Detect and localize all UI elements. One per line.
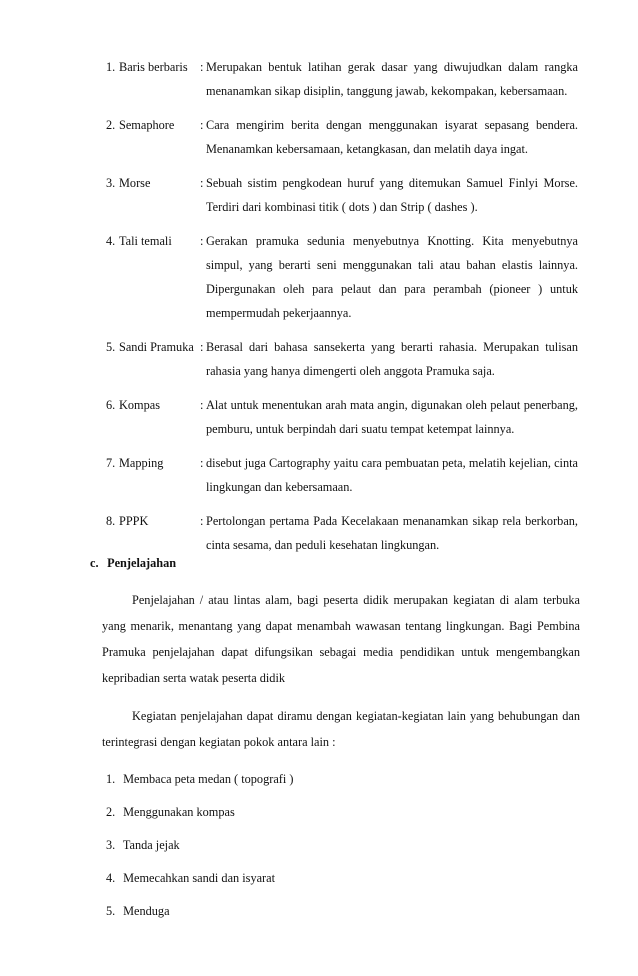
definition-colon: :: [200, 60, 204, 74]
definition-number: 1.: [106, 60, 116, 74]
definition-colon: :: [200, 176, 204, 190]
definition-text: Gerakan pramuka sedunia menyebutnya Knotting. Kita menyebutnya simpul, yang berarti seni menggunakan tali atau bahan elastis lainnya. Dipergunakan oleh para pelaut dan para perambah (pioneer ) untuk mempermudah pekerjaannya.: [206, 234, 578, 320]
list-item: [106, 800, 580, 824]
definition-text: Cara mengirim berita dengan menggunakan isyarat sepasang bendera. Menanamkan kebersamaan, ketangkasan, dan melatih daya ingat.: [206, 118, 578, 156]
definition-text: Alat untuk menentukan arah mata angin, digunakan oleh pelaut penerbang, pemburu, untuk berpindah dari suatu tempat ketempat lainnya.: [206, 398, 578, 436]
section-heading: [90, 551, 580, 575]
definition-term: Kompas: [119, 398, 160, 412]
definition-text: Merupakan bentuk latihan gerak dasar yang diwujudkan dalam rangka menanamkan sikap disiplin, tanggung jawab, kekompakan, kebersamaan.: [206, 60, 578, 98]
section-label: c.: [90, 556, 99, 570]
definition-number: 5.: [106, 340, 116, 354]
definition-number: 3.: [106, 176, 116, 190]
definition-term: Semaphore: [119, 118, 175, 132]
definition-text: Berasal dari bahasa sansekerta yang berarti rahasia. Merupakan tulisan rahasia yang hanya dimengerti oleh anggota Pramuka saja.: [206, 340, 578, 378]
list-text: Memecahkan sandi dan isyarat: [123, 871, 276, 885]
definition-text: Sebuah sistim pengkodean huruf yang ditemukan Samuel Finlyi Morse. Terdiri dari kombinasi titik ( dots ) dan Strip ( dashes ).: [206, 176, 578, 214]
definition-item: [106, 229, 578, 325]
definition-item: [106, 509, 578, 557]
definition-colon: :: [200, 456, 204, 470]
definition-item: [106, 171, 578, 219]
paragraph: Kegiatan penjelajahan dapat diramu dengan kegiatan-kegiatan lain yang behubungan dan terintegrasi dengan kegiatan pokok antara lain :: [102, 709, 580, 749]
definition-text: Pertolongan pertama Pada Kecelakaan menanamkan sikap rela berkorban, cinta sesama, dan peduli kesehatan lingkungan.: [206, 514, 578, 552]
definition-colon: :: [200, 234, 204, 248]
definition-list: [106, 55, 578, 567]
list-item: [106, 899, 580, 923]
definition-number: 2.: [106, 118, 116, 132]
list-number: 2.: [106, 805, 116, 819]
definition-number: 6.: [106, 398, 116, 412]
section-penjelajahan: [90, 551, 580, 932]
definition-item: [106, 55, 578, 103]
list-text: Menduga: [123, 904, 170, 918]
list-item: [106, 833, 580, 857]
definition-term: Baris berbaris: [119, 60, 188, 74]
list-number: 4.: [106, 871, 116, 885]
list-number: 3.: [106, 838, 116, 852]
definition-item: [106, 451, 578, 499]
definition-text: disebut juga Cartography yaitu cara pembuatan peta, melatih kejelian, cinta lingkungan dan kebersamaan.: [206, 456, 578, 494]
definition-colon: :: [200, 340, 204, 354]
list-number: 5.: [106, 904, 116, 918]
definition-item: [106, 393, 578, 441]
definition-term: Morse: [119, 176, 151, 190]
definition-colon: :: [200, 514, 204, 528]
definition-item: [106, 113, 578, 161]
list-item: [106, 866, 580, 890]
list-item: [106, 767, 580, 791]
list-text: Tanda jejak: [122, 838, 180, 852]
definition-colon: :: [200, 118, 204, 132]
definition-item: [106, 335, 578, 383]
definition-number: 4.: [106, 234, 116, 248]
list-text: Menggunakan kompas: [123, 805, 235, 819]
definition-colon: :: [200, 398, 204, 412]
definition-term: Tali temali: [119, 234, 172, 248]
list-number: 1.: [106, 772, 116, 786]
definition-term: Sandi Pramuka: [119, 340, 194, 354]
definition-term: Mapping: [119, 456, 164, 470]
paragraph: Penjelajahan / atau lintas alam, bagi peserta didik merupakan kegiatan di alam terbuka yang menarik, menantang yang dapat menambah wawasan tentang lingkungan. Bagi Pembina Pramuka penjelajahan dapat difungsikan sebagai media pendidikan untuk mengembangkan kepribadian serta watak peserta didik: [102, 593, 580, 685]
definition-number: 8.: [106, 514, 116, 528]
definition-term: PPPK: [119, 514, 149, 528]
list-text: Membaca peta medan ( topografi ): [123, 772, 294, 786]
section-title: Penjelajahan: [107, 556, 177, 570]
definition-number: 7.: [106, 456, 116, 470]
